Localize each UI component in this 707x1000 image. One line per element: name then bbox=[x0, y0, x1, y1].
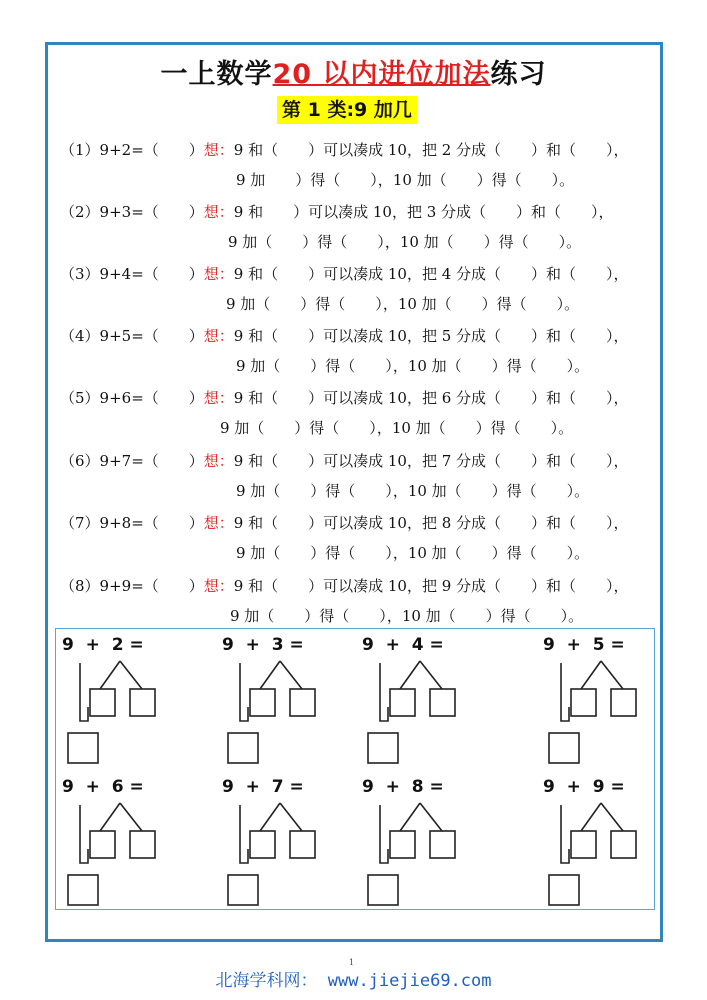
exercise-7-line-1 bbox=[60, 513, 629, 533]
split-box-right bbox=[430, 689, 455, 716]
diagram-lines bbox=[362, 777, 482, 917]
exercise-hint-part-1: 9 和（ ）可以凑成 10，把 2 分成（ ）和（ ）， bbox=[233, 141, 629, 159]
section-subtitle: 第 1 类:9 加几 bbox=[277, 96, 417, 124]
bracket-line bbox=[80, 805, 88, 863]
exercise-question: （6）9+7=（ ） bbox=[60, 452, 204, 470]
exercise-1-line-2: 9 加 ）得（ ），10 加（ ）得（ ）。 bbox=[236, 171, 575, 189]
split-box-left bbox=[250, 831, 275, 858]
exercise-hint-part-1: 9 和 ）可以凑成 10，把 3 分成（ ）和（ ）， bbox=[233, 203, 614, 221]
bracket-line bbox=[561, 805, 569, 863]
diagram-lines bbox=[543, 777, 663, 917]
exercise-2-line-1 bbox=[60, 202, 614, 222]
exercise-3-line-2: 9 加（ ）得（ ），10 加（ ）得（ ）。 bbox=[226, 295, 580, 313]
exercise-5-line-2: 9 加（ ）得（ ），10 加（ ）得（ ）。 bbox=[220, 419, 574, 437]
bracket-line bbox=[380, 805, 388, 863]
diagram-lines bbox=[222, 635, 342, 775]
exercise-8-line-2: 9 加（ ）得（ ），10 加（ ）得（ ）。 bbox=[230, 607, 584, 625]
branch-line-right bbox=[420, 803, 442, 831]
diagram-equation: 9 + 2 = bbox=[62, 635, 144, 655]
diagram-equation: 9 + 8 = bbox=[362, 777, 444, 797]
split-box-left bbox=[571, 831, 596, 858]
answer-box bbox=[68, 875, 98, 905]
answer-box bbox=[228, 733, 258, 763]
diagram-equation: 9 + 5 = bbox=[543, 635, 625, 655]
split-box-right bbox=[611, 689, 636, 716]
think-label: 想： bbox=[203, 265, 234, 283]
page-number: 1 bbox=[349, 958, 355, 967]
exercise-question: （1）9+2=（ ） bbox=[60, 141, 204, 159]
branch-line-left bbox=[400, 803, 420, 831]
branch-line-right bbox=[280, 661, 302, 689]
exercise-question: （8）9+9=（ ） bbox=[60, 577, 204, 595]
exercise-3-line-1 bbox=[60, 264, 629, 284]
branch-line-right bbox=[120, 661, 142, 689]
exercise-hint-part-1: 9 和（ ）可以凑成 10，把 9 分成（ ）和（ ）， bbox=[233, 577, 629, 595]
answer-box bbox=[368, 875, 398, 905]
exercise-question: （5）9+6=（ ） bbox=[60, 389, 204, 407]
answer-box bbox=[228, 875, 258, 905]
answer-box bbox=[68, 733, 98, 763]
split-box-right bbox=[130, 689, 155, 716]
branch-line-left bbox=[260, 661, 280, 689]
title-part-1: 一上数学 bbox=[160, 59, 273, 90]
think-label: 想： bbox=[203, 514, 234, 532]
diagram-equation: 9 + 6 = bbox=[62, 777, 144, 797]
exercise-question: （7）9+8=（ ） bbox=[60, 514, 204, 532]
exercise-4-line-2: 9 加（ ）得（ ），10 加（ ）得（ ）。 bbox=[236, 357, 590, 375]
exercise-question: （3）9+4=（ ） bbox=[60, 265, 204, 283]
bracket-line bbox=[240, 663, 248, 721]
exercise-question: （4）9+5=（ ） bbox=[60, 327, 204, 345]
bracket-line bbox=[80, 663, 88, 721]
diagram-lines bbox=[543, 635, 663, 775]
branch-line-right bbox=[420, 661, 442, 689]
diagram-lines bbox=[62, 777, 182, 917]
diagram-lines bbox=[62, 635, 182, 775]
exercise-6-line-1 bbox=[60, 451, 629, 471]
branch-line-right bbox=[120, 803, 142, 831]
title-part-2: 20 以内进位加法 bbox=[272, 59, 491, 90]
title-part-3: 练习 bbox=[490, 59, 547, 90]
exercise-2-line-2: 9 加（ ）得（ ），10 加（ ）得（ ）。 bbox=[228, 233, 582, 251]
answer-box bbox=[368, 733, 398, 763]
diagram-lines bbox=[362, 635, 482, 775]
bracket-line bbox=[380, 663, 388, 721]
split-box-left bbox=[250, 689, 275, 716]
bracket-line bbox=[240, 805, 248, 863]
branch-line-left bbox=[260, 803, 280, 831]
diagram-equation: 9 + 9 = bbox=[543, 777, 625, 797]
think-label: 想： bbox=[203, 203, 234, 221]
branch-line-left bbox=[100, 661, 120, 689]
split-box-right bbox=[290, 831, 315, 858]
answer-box bbox=[549, 875, 579, 905]
exercise-1-line-1 bbox=[60, 140, 629, 160]
exercise-5-line-1 bbox=[60, 388, 629, 408]
exercise-8-line-1 bbox=[60, 576, 629, 596]
diagram-equation: 9 + 3 = bbox=[222, 635, 304, 655]
split-box-left bbox=[90, 689, 115, 716]
split-box-right bbox=[130, 831, 155, 858]
branch-line-right bbox=[280, 803, 302, 831]
bracket-line bbox=[561, 663, 569, 721]
think-label: 想： bbox=[203, 327, 234, 345]
diagram-equation: 9 + 4 = bbox=[362, 635, 444, 655]
branch-line-left bbox=[581, 803, 601, 831]
branch-line-right bbox=[601, 661, 623, 689]
split-box-left bbox=[571, 689, 596, 716]
exercise-hint-part-1: 9 和（ ）可以凑成 10，把 5 分成（ ）和（ ）， bbox=[233, 327, 629, 345]
decomposition-grid bbox=[55, 628, 655, 910]
exercise-hint-part-1: 9 和（ ）可以凑成 10，把 4 分成（ ）和（ ）， bbox=[233, 265, 629, 283]
think-label: 想： bbox=[203, 389, 234, 407]
think-label: 想： bbox=[203, 577, 234, 595]
split-box-right bbox=[290, 689, 315, 716]
think-label: 想： bbox=[203, 141, 234, 159]
footer-website: 北海学科网： www.jiejie69.com bbox=[215, 971, 492, 991]
exercise-question: （2）9+3=（ ） bbox=[60, 203, 204, 221]
split-box-left bbox=[90, 831, 115, 858]
diagram-lines bbox=[222, 777, 342, 917]
exercise-hint-part-1: 9 和（ ）可以凑成 10，把 7 分成（ ）和（ ）， bbox=[233, 452, 629, 470]
branch-line-right bbox=[601, 803, 623, 831]
diagram-equation: 9 + 7 = bbox=[222, 777, 304, 797]
exercise-hint-part-1: 9 和（ ）可以凑成 10，把 6 分成（ ）和（ ）， bbox=[233, 389, 629, 407]
exercise-7-line-2: 9 加（ ）得（ ），10 加（ ）得（ ）。 bbox=[236, 544, 590, 562]
split-box-right bbox=[611, 831, 636, 858]
split-box-left bbox=[390, 831, 415, 858]
think-label: 想： bbox=[203, 452, 234, 470]
split-box-left bbox=[390, 689, 415, 716]
answer-box bbox=[549, 733, 579, 763]
exercise-hint-part-1: 9 和（ ）可以凑成 10，把 8 分成（ ）和（ ）， bbox=[233, 514, 629, 532]
branch-line-left bbox=[100, 803, 120, 831]
exercise-4-line-1 bbox=[60, 326, 629, 346]
branch-line-left bbox=[400, 661, 420, 689]
branch-line-left bbox=[581, 661, 601, 689]
exercise-6-line-2: 9 加（ ）得（ ），10 加（ ）得（ ）。 bbox=[236, 482, 590, 500]
page-title bbox=[0, 52, 707, 91]
split-box-right bbox=[430, 831, 455, 858]
